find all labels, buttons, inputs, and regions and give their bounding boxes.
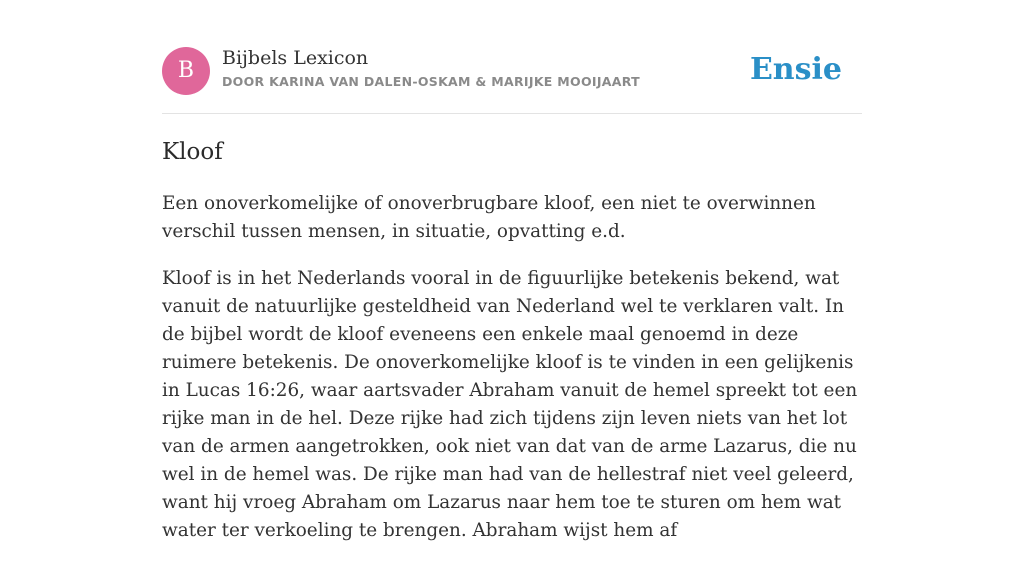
entry-content bbox=[162, 190, 862, 564]
book-title[interactable]: Bijbels Lexicon bbox=[222, 47, 369, 69]
definition-paragraph: Een onoverkomelijke of onoverbrugbare kloof, een niet te overwinnen verschil tussen mensen, in situatie, opvatting e.d. bbox=[162, 193, 816, 242]
site-header bbox=[162, 46, 862, 96]
brand-logo[interactable]: Ensie bbox=[749, 52, 842, 87]
book-avatar[interactable]: B bbox=[162, 47, 210, 95]
page bbox=[162, 0, 862, 541]
body-paragraph: Kloof is in het Nederlands vooral in de figuurlijke betekenis bekend, wat vanuit de natuurlijke gesteldheid van Nederland wel te verklaren valt. In de bijbel wordt de kloof eveneens een enkele maal genoemd in deze ruimere betekenis. De onoverkomelijke kloof is te vinden in een gelijkenis in Lucas 16:26, waar aartsvader Abraham vanuit de hemel spreekt tot een rijke man in de hel. Deze rijke had zich tijdens zijn leven niets van het lot van de armen aangetrokken, ook niet van dat van de arme Lazarus, die nu wel in de hemel was. De rijke man had van de hellestraf niet veel geleerd, want hij vroeg Abraham om Lazarus naar hem toe te sturen om hem wat water ter verkoeling te brengen. Abraham wijst hem af bbox=[162, 268, 858, 541]
header-divider bbox=[162, 113, 862, 114]
entry-title: Kloof bbox=[162, 139, 223, 165]
book-authors: DOOR KARINA VAN DALEN-OSKAM & MARIJKE MOOIJAART bbox=[222, 74, 640, 89]
